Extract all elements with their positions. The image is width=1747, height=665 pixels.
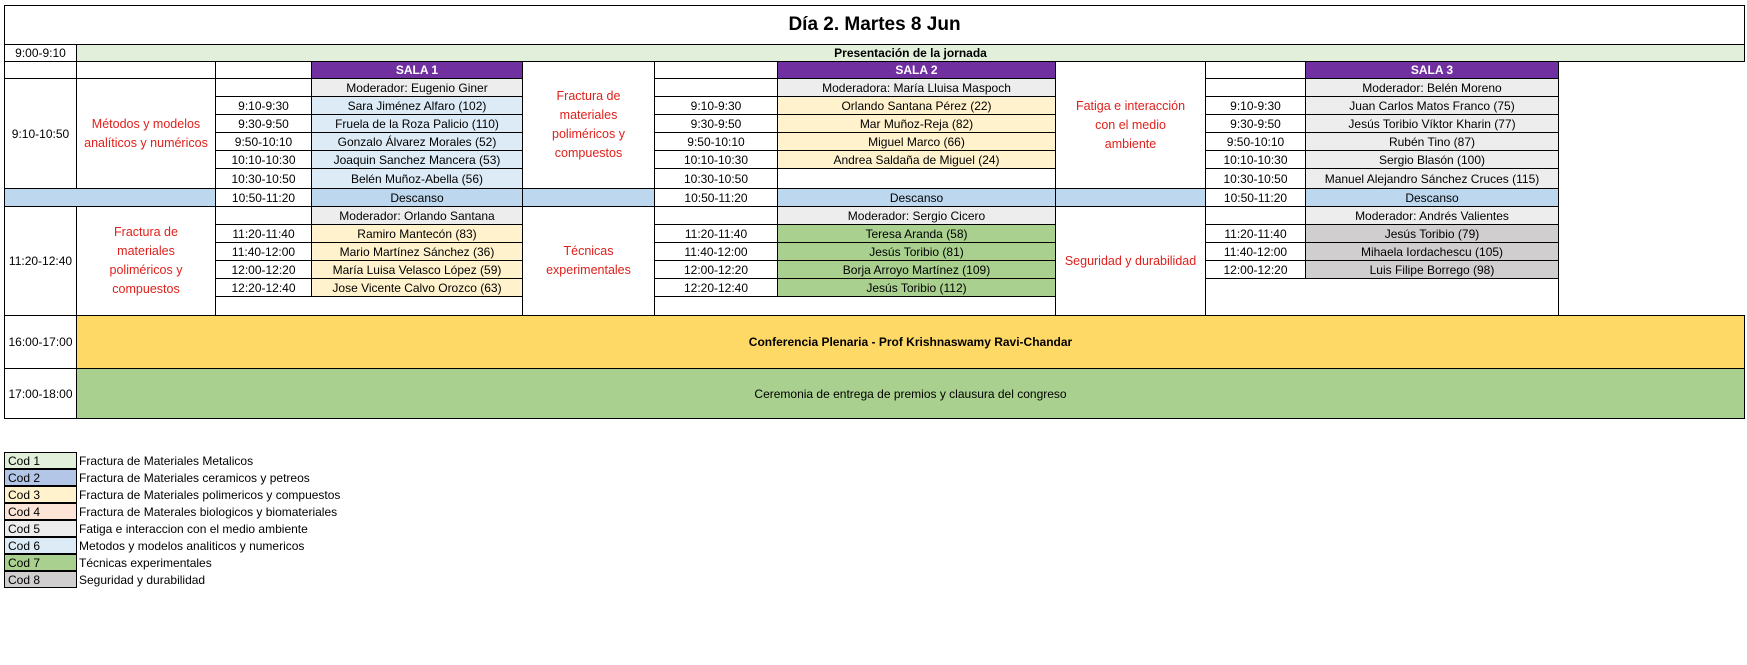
table-cell-talk: Rubén Tino (87): [1305, 132, 1559, 151]
table-cell-talk: Fruela de la Roza Palicio (110): [311, 114, 523, 133]
b2-sala1-mod-blank: [215, 206, 312, 225]
break-label: Descanso: [777, 188, 1056, 207]
b2-sala3-moderator: Moderador: Andrés Valientes: [1305, 206, 1559, 225]
sala3-mod-blank: [1205, 78, 1306, 97]
break-time: 10:50-11:20: [215, 188, 312, 207]
table-cell-blank: [1205, 278, 1559, 316]
block1-topic-sala2: Fractura de materiales poliméricos y compuestos: [522, 61, 655, 189]
legend-code: Cod 1: [4, 452, 77, 469]
block2-time: 11:20-12:40: [4, 206, 77, 316]
table-cell-blank: [654, 206, 778, 225]
table-cell-time: 11:20-11:40: [1205, 224, 1306, 243]
block2-topic-sala3: Seguridad y durabilidad: [1055, 206, 1206, 316]
table-cell-time: 9:30-9:50: [1205, 114, 1306, 133]
legend-label: Fractura de Materiales polimericos y compuestos: [79, 487, 341, 502]
plenary-time: 16:00-17:00: [4, 315, 77, 369]
table-cell-blank: [215, 296, 523, 316]
table-cell-time: 11:40-12:00: [215, 242, 312, 261]
page-title: Día 2. Martes 8 Jun: [4, 5, 1745, 45]
table-cell-talk: Jesús Toribio (79): [1305, 224, 1559, 243]
legend-label: Técnicas experimentales: [79, 555, 212, 570]
table-cell-time: 12:00-12:20: [1205, 260, 1306, 279]
break-time: 10:50-11:20: [1205, 188, 1306, 207]
sala3-header-blank: [1205, 61, 1306, 79]
table-cell-time: 10:30-10:50: [215, 168, 312, 189]
table-cell-time: 10:10-10:30: [1205, 150, 1306, 169]
table-cell-talk: Andrea Saldaña de Miguel (24): [777, 150, 1056, 169]
table-cell-time: 9:10-9:30: [1205, 96, 1306, 115]
legend-label: Fractura de Materiales ceramicos y petreos: [79, 470, 310, 485]
table-cell-time: 9:30-9:50: [215, 114, 312, 133]
table-cell-time: 9:50-10:10: [215, 132, 312, 151]
sala1-moderator: Moderador: Eugenio Giner: [311, 78, 523, 97]
table-cell-talk: Jesús Toribio (81): [777, 242, 1056, 261]
legend-code: Cod 8: [4, 571, 77, 588]
table-cell-time: 11:40-12:00: [654, 242, 778, 261]
table-cell-talk: Miguel Marco (66): [777, 132, 1056, 151]
legend-code: Cod 3: [4, 486, 77, 503]
table-cell-time: 12:00-12:20: [654, 260, 778, 279]
table-cell-talk: Belén Muñoz-Abella (56): [311, 168, 523, 189]
sala2-header-blank: [654, 61, 778, 79]
table-cell-talk: Jesús Toribio (112): [777, 278, 1056, 297]
table-cell-talk: Orlando Santana Pérez (22): [777, 96, 1056, 115]
plenary-banner: Conferencia Plenaria - Prof Krishnaswamy Ravi-Chandar: [76, 315, 1745, 369]
legend-code: Cod 4: [4, 503, 77, 520]
table-cell-talk: Sara Jiménez Alfaro (102): [311, 96, 523, 115]
table-cell-talk: Joaquin Sanchez Mancera (53): [311, 150, 523, 169]
table-cell-talk: Ramiro Mantecón (83): [311, 224, 523, 243]
header-blank: [76, 61, 216, 79]
table-cell-talk: Gonzalo Álvarez Morales (52): [311, 132, 523, 151]
break-label: Descanso: [311, 188, 523, 207]
table-cell-talk: Jesús Toribio Víktor Kharin (77): [1305, 114, 1559, 133]
sala3-moderator: Moderador: Belén Moreno: [1305, 78, 1559, 97]
block2-topic-sala2: Técnicas experimentales: [522, 206, 655, 316]
presentation-time: 9:00-9:10: [4, 44, 77, 62]
table-cell-time: 10:10-10:30: [215, 150, 312, 169]
sala2-moderator: Moderadora: María Lluisa Maspoch: [777, 78, 1056, 97]
table-cell-talk: Teresa Aranda (58): [777, 224, 1056, 243]
break-row-band: [4, 188, 216, 207]
sala2-mod-blank: [654, 78, 778, 97]
table-cell-time: 12:20-12:40: [654, 278, 778, 297]
block1-time: 9:10-10:50: [4, 78, 77, 189]
table-cell-talk: Mihaela Iordachescu (105): [1305, 242, 1559, 261]
legend-code: Cod 5: [4, 520, 77, 537]
ceremony-time: 17:00-18:00: [4, 368, 77, 419]
table-cell-time: 10:30-10:50: [1205, 168, 1306, 189]
table-cell-time: 9:50-10:10: [1205, 132, 1306, 151]
sala1-header: SALA 1: [311, 61, 523, 79]
block1-topic-sala3: Fatiga e interacción con el medio ambiente: [1055, 61, 1206, 189]
legend-code: Cod 2: [4, 469, 77, 486]
table-cell-talk: Jose Vicente Calvo Orozco (63): [311, 278, 523, 297]
table-cell-talk: María Luisa Velasco López (59): [311, 260, 523, 279]
table-cell-time: 11:40-12:00: [1205, 242, 1306, 261]
presentation-banner: Presentación de la jornada: [76, 44, 1745, 62]
table-cell-talk: Manuel Alejandro Sánchez Cruces (115): [1305, 168, 1559, 189]
legend-label: Fractura de Materales biologicos y biomateriales: [79, 504, 338, 519]
table-cell-talk: Mario Martínez Sánchez (36): [311, 242, 523, 261]
table-cell-time: 10:10-10:30: [654, 150, 778, 169]
table-cell-talk: Borja Arroyo Martínez (109): [777, 260, 1056, 279]
legend-label: Metodos y modelos analiticos y numericos: [79, 538, 305, 553]
header-blank: [4, 61, 77, 79]
legend-label: Fatiga e interaccion con el medio ambiente: [79, 521, 308, 536]
sala2-header: SALA 2: [777, 61, 1056, 79]
sala1-mod-blank: [215, 78, 312, 97]
table-cell-time: 12:00-12:20: [215, 260, 312, 279]
table-cell-talk: [777, 168, 1056, 189]
legend-code: Cod 6: [4, 537, 77, 554]
break-row-band: [1055, 188, 1206, 207]
table-cell-talk: Sergio Blasón (100): [1305, 150, 1559, 169]
break-row-band: [522, 188, 655, 207]
block1-topic-sala1: Métodos y modelos analíticos y numéricos: [76, 78, 216, 189]
sala1-header-blank: [215, 61, 312, 79]
table-cell-talk: Juan Carlos Matos Franco (75): [1305, 96, 1559, 115]
table-cell-time: 9:30-9:50: [654, 114, 778, 133]
table-cell-talk: Mar Muñoz-Reja (82): [777, 114, 1056, 133]
table-cell-time: 9:10-9:30: [215, 96, 312, 115]
table-cell-time: 11:20-11:40: [215, 224, 312, 243]
b2-sala2-moderator: Moderador: Sergio Cicero: [777, 206, 1056, 225]
table-cell-time: 10:30-10:50: [654, 168, 778, 189]
table-cell-blank: [654, 296, 1056, 316]
table-cell-time: 12:20-12:40: [215, 278, 312, 297]
table-cell-time: 9:10-9:30: [654, 96, 778, 115]
b2-sala1-moderator: Moderador: Orlando Santana: [311, 206, 523, 225]
legend-label: Seguridad y durabilidad: [79, 572, 206, 587]
legend-code: Cod 7: [4, 554, 77, 571]
b2-sala3-mod-blank: [1205, 206, 1306, 225]
table-cell-time: 11:20-11:40: [654, 224, 778, 243]
legend-label: Fractura de Materiales Metalicos: [79, 453, 254, 468]
block2-topic-sala1: Fractura de materiales poliméricos y compuestos: [76, 206, 216, 316]
sala3-header: SALA 3: [1305, 61, 1559, 79]
table-cell-time: 9:50-10:10: [654, 132, 778, 151]
break-label: Descanso: [1305, 188, 1559, 207]
break-time: 10:50-11:20: [654, 188, 778, 207]
ceremony-banner: Ceremonia de entrega de premios y clausura del congreso: [76, 368, 1745, 419]
table-cell-talk: Luis Filipe Borrego (98): [1305, 260, 1559, 279]
